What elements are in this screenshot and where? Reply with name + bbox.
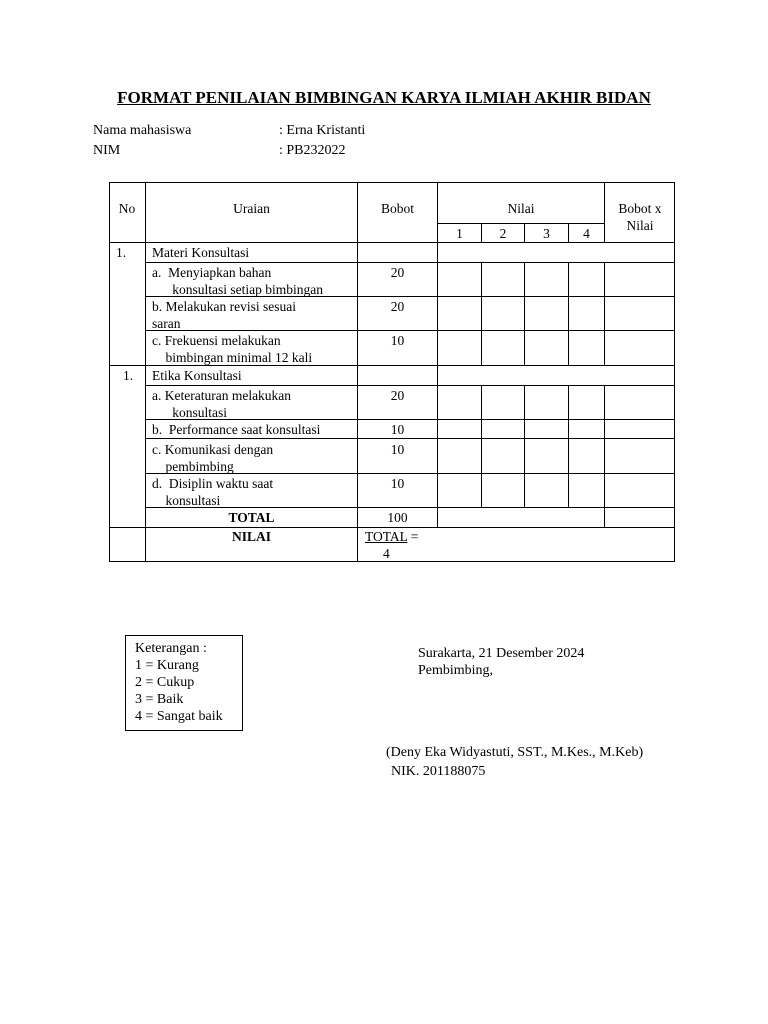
table-line xyxy=(604,262,605,366)
table-line xyxy=(109,182,675,183)
legend-title: Keterangan : xyxy=(135,641,207,656)
section-2-no: 1. xyxy=(123,368,134,383)
criterion-text: a. Menyiapkan bahan konsultasi setiap bimbingan xyxy=(152,265,323,297)
signature-place-date: Surakarta, 21 Desember 2024 xyxy=(418,646,585,661)
table-line xyxy=(568,385,569,508)
header-bobot: Bobot xyxy=(380,201,414,216)
criterion-bobot: 20 xyxy=(390,388,405,403)
header-nilai-2: 2 xyxy=(499,226,507,241)
header-nilai-4: 4 xyxy=(583,226,590,241)
table-line xyxy=(357,182,358,562)
table-line xyxy=(146,385,675,386)
table-line xyxy=(524,262,525,366)
criterion-text: c. Komunikasi dengan pembimbing xyxy=(152,442,274,474)
section-2-title: Etika Konsultasi xyxy=(152,368,242,383)
header-nilai: Nilai xyxy=(507,201,535,216)
header-bobot-x-nilai: Bobot x Nilai xyxy=(618,201,662,233)
table-line xyxy=(524,385,525,508)
table-line xyxy=(109,182,110,562)
legend-item: 4 = Sangat baik xyxy=(135,709,223,724)
criterion-text: a. Keteraturan melakukan konsultasi xyxy=(152,388,292,420)
table-line xyxy=(109,561,675,562)
table-line xyxy=(109,242,675,243)
nilai-formula xyxy=(365,528,418,545)
table-line xyxy=(438,223,605,224)
header-no: No xyxy=(118,201,136,216)
table-line xyxy=(604,182,605,243)
table-line xyxy=(568,262,569,366)
header-uraian: Uraian xyxy=(233,201,270,216)
header-nilai-3: 3 xyxy=(543,226,550,241)
table-line xyxy=(481,385,482,508)
criterion-text: d. Disiplin waktu saat konsultasi xyxy=(152,476,274,508)
table-line xyxy=(481,262,482,366)
header-nilai-1: 1 xyxy=(456,226,463,241)
legend-box xyxy=(125,635,243,731)
table-line xyxy=(146,262,675,263)
section-1-no: 1. xyxy=(116,245,127,260)
legend-item: 3 = Baik xyxy=(135,692,184,707)
nilai-label: NILAI xyxy=(231,529,271,544)
nilai-formula-equals: = xyxy=(407,529,419,544)
table-line xyxy=(146,438,675,439)
student-name-value: : Erna Kristanti xyxy=(279,123,366,138)
criterion-text: b. Melakukan revisi sesuai saran xyxy=(152,299,296,331)
table-line xyxy=(145,182,146,562)
criterion-bobot: 10 xyxy=(390,442,405,457)
criterion-bobot: 10 xyxy=(390,476,405,491)
table-line xyxy=(604,385,605,528)
criterion-bobot: 10 xyxy=(390,333,405,348)
signature-name: (Deny Eka Widyastuti, SST., M.Kes., M.Keb) xyxy=(386,745,644,760)
legend-item: 2 = Cukup xyxy=(135,675,195,690)
nilai-formula-numerator: TOTAL xyxy=(365,529,408,544)
student-name-label: Nama mahasiswa xyxy=(93,123,192,138)
section-1-title: Materi Konsultasi xyxy=(152,245,250,260)
total-value: 100 xyxy=(387,510,408,525)
criterion-bobot: 20 xyxy=(390,299,405,314)
student-nim-value: : PB232022 xyxy=(279,143,346,158)
criterion-bobot: 20 xyxy=(390,265,405,280)
criterion-bobot: 10 xyxy=(390,422,405,437)
document-title: FORMAT PENILAIAN BIMBINGAN KARYA ILMIAH AKHIR BIDAN xyxy=(117,88,651,107)
nilai-formula-denominator: 4 xyxy=(383,546,390,561)
criterion-text: c. Frekuensi melakukan bimbingan minimal 12 kali xyxy=(152,333,313,365)
signature-role: Pembimbing, xyxy=(418,663,494,678)
legend-item: 1 = Kurang xyxy=(135,658,199,673)
criterion-text: b. Performance saat konsultasi xyxy=(152,422,321,437)
signature-nik: NIK. 201188075 xyxy=(391,764,486,779)
table-line xyxy=(674,182,675,562)
total-label: TOTAL xyxy=(228,510,275,525)
student-nim-label: NIM xyxy=(93,143,121,158)
